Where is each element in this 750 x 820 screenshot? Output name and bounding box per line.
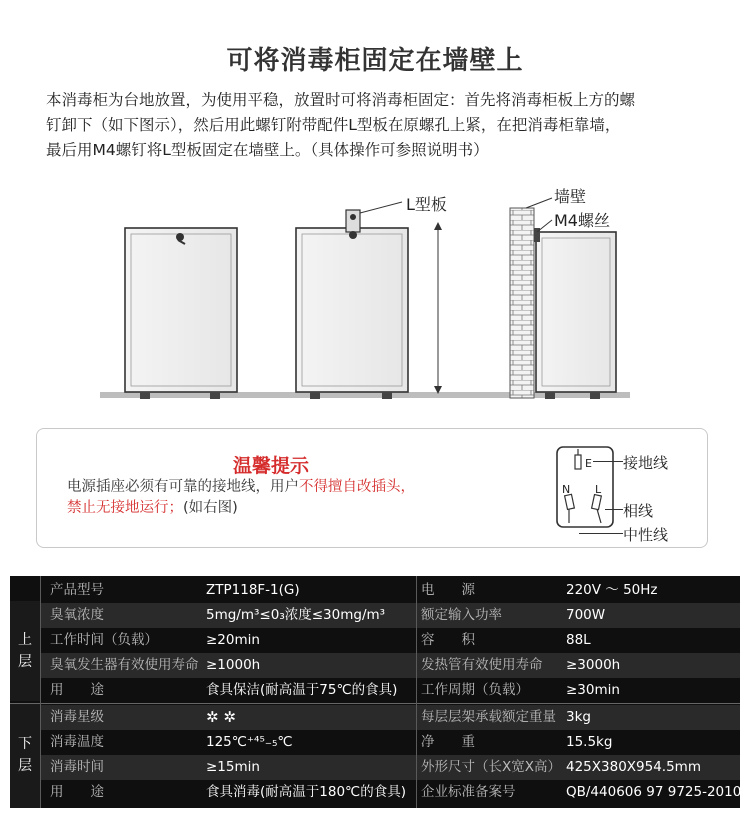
intro-line: 本消毒柜为台地放置，为使用平稳，放置时可将消毒柜固定：首先将消毒柜板上方的螺 [46, 91, 636, 109]
spec-key: 产品型号 [50, 582, 104, 598]
spec-key: 容 积 [421, 632, 475, 648]
cabinet-with-bracket [296, 202, 442, 399]
spec-value: 3kg [566, 709, 591, 725]
live-terminal-label: L [595, 483, 602, 496]
spec-value: 15.5kg [566, 734, 613, 750]
table-row [40, 653, 740, 678]
table-row [40, 730, 740, 755]
spec-key: 用 途 [50, 682, 104, 698]
spec-value: 220V ～ 50Hz [566, 582, 658, 598]
ground-wire-label: 接地线 [623, 454, 669, 472]
installation-diagram [90, 180, 650, 410]
table-row [40, 678, 740, 703]
spec-key: 企业标准备案号 [421, 784, 516, 800]
spec-key: 工作周期（负载） [421, 682, 529, 698]
spec-key: 每层层架承载额定重量 [421, 709, 556, 725]
column-divider [40, 576, 41, 808]
spec-value: ≥20min [206, 632, 260, 648]
spec-key: 臭氧浓度 [50, 607, 104, 623]
notice-warning-red: 禁止无接地运行； [67, 500, 183, 516]
socket-icon [549, 439, 629, 539]
column-divider [416, 576, 417, 808]
notice-title: 温馨提示 [233, 455, 310, 477]
spec-key: 外形尺寸（长X宽X高） [421, 759, 561, 775]
spec-value: 425X380X954.5mm [566, 759, 701, 775]
spec-value: 125℃⁺⁴⁵₋₅℃ [206, 734, 293, 750]
neutral-wire-label: 中性线 [623, 526, 669, 544]
earth-terminal-label: E [585, 457, 592, 470]
spec-value: 食具保洁(耐高温于75℃的食具) [206, 682, 398, 698]
neutral-terminal-label: N [562, 483, 571, 496]
spec-key: 消毒时间 [50, 759, 104, 775]
table-row [40, 780, 740, 805]
intro-line: 最后用M4螺钉将L型板固定在墙壁上。（具体操作可参照说明书） [46, 141, 489, 159]
table-row [40, 705, 740, 730]
wall-label: 墙壁 [554, 187, 587, 206]
table-row [40, 603, 740, 628]
layer-divider [10, 703, 740, 704]
spec-key: 消毒温度 [50, 734, 104, 750]
spec-value: ≥3000h [566, 657, 621, 673]
spec-value: ZTP118F-1(G) [206, 582, 300, 598]
notice-text-part: (如右图) [183, 500, 238, 516]
l-bracket-label: L型板 [406, 195, 447, 214]
notice-warning-red: 不得擅自改插头， [299, 479, 415, 495]
warning-notice [36, 428, 708, 548]
spec-key: 净 重 [421, 734, 475, 750]
spec-key: 消毒星级 [50, 709, 104, 725]
cabinet-before [125, 228, 237, 399]
spec-value: ≥1000h [206, 657, 261, 673]
spec-key: 发热管有效使用寿命 [421, 657, 543, 673]
spec-value: 食具消毒(耐高温于180℃的食具) [206, 784, 406, 800]
intro-line: 钉卸下（如下图示），然后用此螺钉附带配件L型板在原螺孔上紧，在把消毒柜靠墙， [46, 116, 621, 134]
spec-table [10, 576, 740, 808]
table-row [40, 755, 740, 780]
spec-value: 700W [566, 607, 606, 623]
spec-value: 88L [566, 632, 591, 648]
spec-value: ≥30min [566, 682, 620, 698]
spec-value: ✲ ✲ [206, 708, 236, 726]
upper-layer-label: 上 层 [10, 601, 40, 701]
live-wire-label: 相线 [623, 502, 654, 520]
spec-key: 用 途 [50, 784, 104, 800]
notice-text [67, 477, 497, 519]
spec-value: ≥15min [206, 759, 260, 775]
spec-key: 工作时间（负载） [50, 632, 158, 648]
page-title: 可将消毒柜固定在墙壁上 [226, 46, 524, 76]
brick-wall [510, 208, 534, 398]
plug-diagram [549, 439, 699, 544]
table-row [40, 628, 740, 653]
spec-key: 电 源 [421, 582, 475, 598]
spec-value: QB/440606 97 9725-2010 [566, 784, 742, 800]
screw-label: M4螺丝 [554, 211, 610, 230]
table-row [40, 578, 740, 603]
spec-key: 额定输入功率 [421, 607, 502, 623]
lower-layer-label: 下 层 [10, 703, 40, 808]
notice-text-part: 电源插座必须有可靠的接地线，用户 [67, 479, 299, 495]
intro-paragraph [46, 88, 706, 163]
spec-key: 臭氧发生器有效使用寿命 [50, 657, 199, 673]
spec-value: 5mg/m³≤0₃浓度≤30mg/m³ [206, 607, 386, 623]
